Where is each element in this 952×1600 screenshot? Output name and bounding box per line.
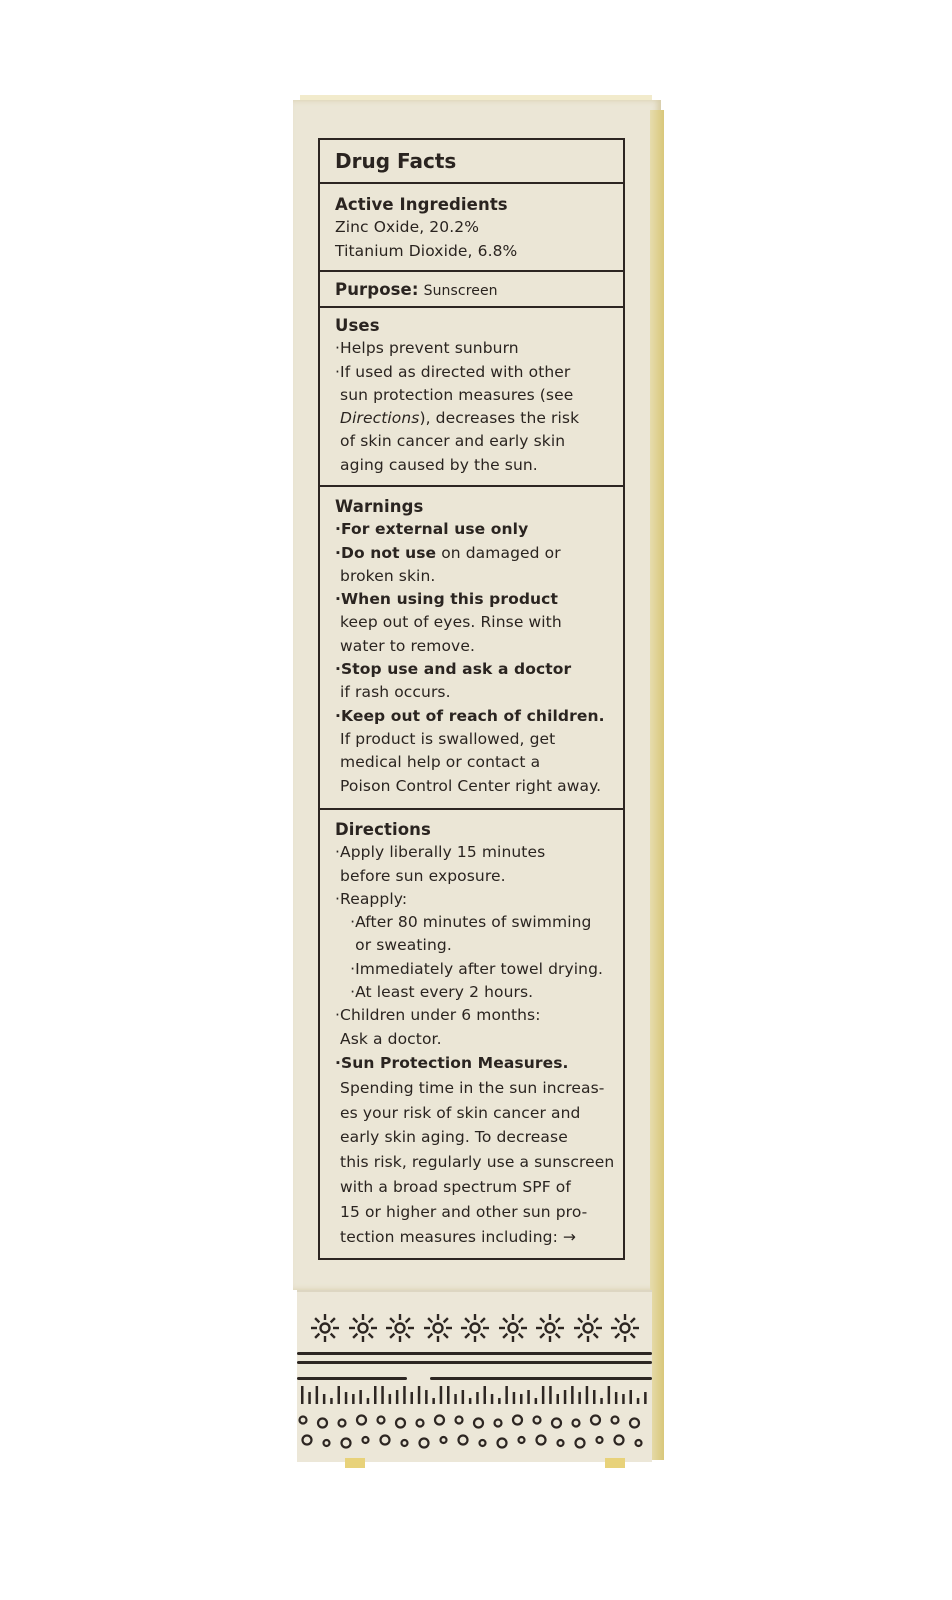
directions-line: [335, 841, 623, 864]
dot-mark: [357, 1416, 366, 1425]
dot-mark: [417, 1420, 424, 1427]
uses-section: [320, 308, 623, 487]
tick-mark: [316, 1386, 319, 1404]
warnings-line: [335, 658, 623, 681]
warnings-line: [335, 635, 623, 658]
dot-mark: [615, 1436, 624, 1445]
text-segment: Directions: [340, 409, 420, 428]
warnings-heading: Warnings: [335, 497, 424, 516]
tick-mark: [600, 1398, 603, 1404]
text-segment: of skin cancer and early skin: [335, 432, 566, 451]
tick-mark: [345, 1392, 348, 1404]
tick-mark: [454, 1394, 457, 1404]
sun-icon: [534, 1312, 566, 1344]
text-segment: with a broad spectrum SPF of: [335, 1177, 571, 1196]
directions-line: [335, 1200, 623, 1225]
dot-mark: [459, 1436, 468, 1445]
tick-mark: [359, 1390, 362, 1404]
directions-section: [320, 810, 623, 1249]
dot-mark: [300, 1417, 307, 1424]
text-segment: Poison Control Center right away.: [335, 776, 602, 795]
active-heading: Active Ingredients: [335, 195, 508, 214]
text-segment: ·At least every 2 hours.: [335, 983, 534, 1002]
tick-mark: [564, 1390, 567, 1404]
warnings-line: [335, 775, 623, 798]
tick-mark: [622, 1394, 625, 1404]
tick-mark: [630, 1390, 633, 1404]
sun-icon: [347, 1312, 379, 1344]
text-segment: ·Immediately after towel drying.: [335, 959, 604, 978]
tick-mark: [432, 1398, 435, 1404]
tick-mark: [411, 1392, 414, 1404]
box-side-edge: [650, 110, 664, 1460]
drug-facts-title: Drug Facts: [335, 149, 457, 173]
uses-heading: Uses: [335, 316, 380, 335]
directions-line: [335, 865, 623, 888]
tick-mark: [476, 1392, 479, 1404]
text-segment: If product is swallowed, get: [335, 729, 556, 748]
dot-mark: [597, 1437, 603, 1443]
dot-mark: [573, 1420, 580, 1427]
text-segment: ·Do not use: [335, 543, 437, 562]
tick-mark: [505, 1386, 508, 1404]
text-segment: tection measures including: →: [335, 1227, 577, 1246]
text-segment: 15 or higher and other sun pro-: [335, 1202, 588, 1221]
tick-mark: [440, 1386, 443, 1404]
text-segment: ), decreases the risk: [419, 409, 580, 428]
tick-mark: [381, 1386, 384, 1404]
uses-line: [335, 454, 623, 477]
active-ingredient: Titanium Dioxide, 6.8%: [335, 241, 518, 260]
uses-line: [335, 384, 623, 407]
text-segment: keep out of eyes. Rinse with: [335, 613, 562, 632]
tick-mark: [535, 1398, 538, 1404]
directions-line: [335, 1225, 623, 1250]
text-segment: ·Sun Protection Measures.: [335, 1053, 569, 1072]
text-segment: ·Children under 6 months:: [335, 1006, 541, 1025]
dot-mark: [537, 1436, 546, 1445]
warnings-line: [335, 681, 623, 704]
tick-mark: [513, 1392, 516, 1404]
dot-mark: [495, 1420, 502, 1427]
uses-line: [335, 337, 623, 360]
tick-mark: [644, 1392, 647, 1404]
dot-mark: [324, 1440, 330, 1446]
tick-mark: [469, 1398, 472, 1404]
tick-mark: [462, 1390, 465, 1404]
dot-mark: [636, 1440, 642, 1446]
dot-mark: [630, 1419, 639, 1428]
tick-mark: [447, 1386, 450, 1404]
drug-facts-label: [318, 138, 625, 1260]
dot-mark: [381, 1436, 390, 1445]
dot-mark: [318, 1419, 327, 1428]
directions-heading: Directions: [335, 820, 431, 839]
tick-mark: [396, 1390, 399, 1404]
sun-icon: [609, 1312, 641, 1344]
warnings-section: [320, 487, 623, 810]
text-segment: ·After 80 minutes of swimming: [335, 913, 592, 932]
tick-mark: [586, 1386, 589, 1404]
text-segment: before sun exposure.: [335, 866, 506, 885]
text-segment: ·Reapply:: [335, 889, 408, 908]
decorative-line: [297, 1377, 407, 1380]
tick-mark: [520, 1394, 523, 1404]
warnings-line: [335, 751, 623, 774]
warnings-line: [335, 705, 623, 728]
text-segment: ·Apply liberally 15 minutes: [335, 843, 546, 862]
text-segment: ·Stop use and ask a doctor: [335, 660, 572, 679]
tick-mark: [615, 1392, 618, 1404]
tick-mark: [549, 1386, 552, 1404]
dot-mark: [534, 1417, 541, 1424]
tick-mark: [484, 1386, 487, 1404]
title-section: [320, 140, 623, 184]
dot-mark: [480, 1440, 486, 1446]
active-ingredients-section: [320, 184, 623, 272]
directions-line: [335, 1004, 623, 1027]
tick-mark: [593, 1390, 596, 1404]
dot-mark: [474, 1419, 483, 1428]
uses-line: [335, 361, 623, 384]
dot-mark: [396, 1419, 405, 1428]
tick-mark: [527, 1390, 530, 1404]
directions-line: [335, 911, 623, 934]
tick-mark: [367, 1398, 370, 1404]
decorative-line: [297, 1361, 652, 1364]
directions-line: [335, 958, 623, 981]
text-segment: ·If used as directed with other: [335, 362, 571, 381]
text-segment: ·Keep out of reach of children.: [335, 706, 605, 725]
text-segment: Ask a doctor.: [335, 1029, 442, 1048]
dot-mark: [342, 1439, 351, 1448]
decorative-line: [430, 1377, 652, 1380]
warnings-line: [335, 518, 623, 541]
uses-line: [335, 407, 623, 430]
dot-mark: [519, 1437, 525, 1443]
dot-mark: [339, 1420, 346, 1427]
directions-line: [335, 934, 623, 957]
tick-mark: [542, 1386, 545, 1404]
text-segment: water to remove.: [335, 636, 475, 655]
sun-icon: [309, 1312, 341, 1344]
dot-mark: [402, 1440, 408, 1446]
tick-mark: [338, 1386, 341, 1404]
tick-and-dot-pattern: [297, 1384, 652, 1464]
dot-mark: [435, 1416, 444, 1425]
text-segment: or sweating.: [335, 936, 452, 955]
warnings-line: [335, 611, 623, 634]
sun-icon: [572, 1312, 604, 1344]
tick-mark: [330, 1398, 333, 1404]
text-segment: if rash occurs.: [335, 683, 451, 702]
tick-mark: [301, 1386, 304, 1404]
directions-line: [335, 888, 623, 911]
directions-line: [335, 1101, 623, 1126]
warnings-line: [335, 728, 623, 751]
directions-line: [335, 1175, 623, 1200]
text-segment: ·When using this product: [335, 590, 558, 609]
tick-mark: [418, 1386, 421, 1404]
text-segment: this risk, regularly use a sunscreen: [335, 1153, 615, 1172]
sun-pattern-row: [297, 1312, 652, 1346]
purpose-value: Sunscreen: [423, 283, 498, 299]
dot-mark: [513, 1416, 522, 1425]
dot-mark: [576, 1439, 585, 1448]
dot-mark: [591, 1416, 600, 1425]
text-segment: early skin aging. To decrease: [335, 1128, 568, 1147]
warnings-line: [335, 542, 623, 565]
tick-mark: [425, 1390, 428, 1404]
dot-mark: [363, 1437, 369, 1443]
tick-mark: [637, 1398, 640, 1404]
text-segment: aging caused by the sun.: [335, 455, 538, 474]
directions-line: [335, 1028, 623, 1051]
tick-mark: [403, 1386, 406, 1404]
text-segment: es your risk of skin cancer and: [335, 1103, 581, 1122]
active-ingredient: Zinc Oxide, 20.2%: [335, 218, 480, 237]
tick-mark: [491, 1394, 494, 1404]
dot-mark: [552, 1419, 561, 1428]
tick-mark: [557, 1394, 560, 1404]
tick-mark: [578, 1392, 581, 1404]
tick-mark: [323, 1394, 326, 1404]
directions-line: [335, 1076, 623, 1101]
dot-mark: [378, 1417, 385, 1424]
directions-line: [335, 1051, 623, 1076]
directions-line: [335, 1125, 623, 1150]
text-segment: medical help or contact a: [335, 753, 541, 772]
text-segment: Spending time in the sun increas-: [335, 1078, 605, 1097]
tick-mark: [498, 1398, 501, 1404]
dot-mark: [303, 1436, 312, 1445]
purpose-heading: Purpose:: [335, 280, 419, 299]
tick-mark: [374, 1386, 377, 1404]
directions-line: [335, 981, 623, 1004]
uses-line: [335, 430, 623, 453]
dot-mark: [498, 1439, 507, 1448]
dot-mark: [441, 1437, 447, 1443]
tick-mark: [389, 1394, 392, 1404]
tick-mark: [608, 1386, 611, 1404]
purpose-section: [320, 272, 623, 308]
text-segment: sun protection measures (see: [335, 385, 574, 404]
dot-mark: [420, 1439, 429, 1448]
warnings-line: [335, 588, 623, 611]
decorative-line: [297, 1352, 652, 1355]
warnings-line: [335, 565, 623, 588]
tick-mark: [308, 1392, 311, 1404]
sun-icon: [459, 1312, 491, 1344]
directions-line: [335, 1150, 623, 1175]
dot-mark: [456, 1417, 463, 1424]
dot-mark: [612, 1417, 619, 1424]
text-segment: ·For external use only: [335, 520, 529, 539]
tick-mark: [352, 1394, 355, 1404]
sun-icon: [384, 1312, 416, 1344]
sun-icon: [422, 1312, 454, 1344]
text-segment: ·Helps prevent sunburn: [335, 339, 519, 358]
tick-mark: [571, 1386, 574, 1404]
text-segment: on damaged or: [436, 543, 561, 562]
text-segment: broken skin.: [335, 566, 436, 585]
sun-icon: [497, 1312, 529, 1344]
dot-mark: [558, 1440, 564, 1446]
